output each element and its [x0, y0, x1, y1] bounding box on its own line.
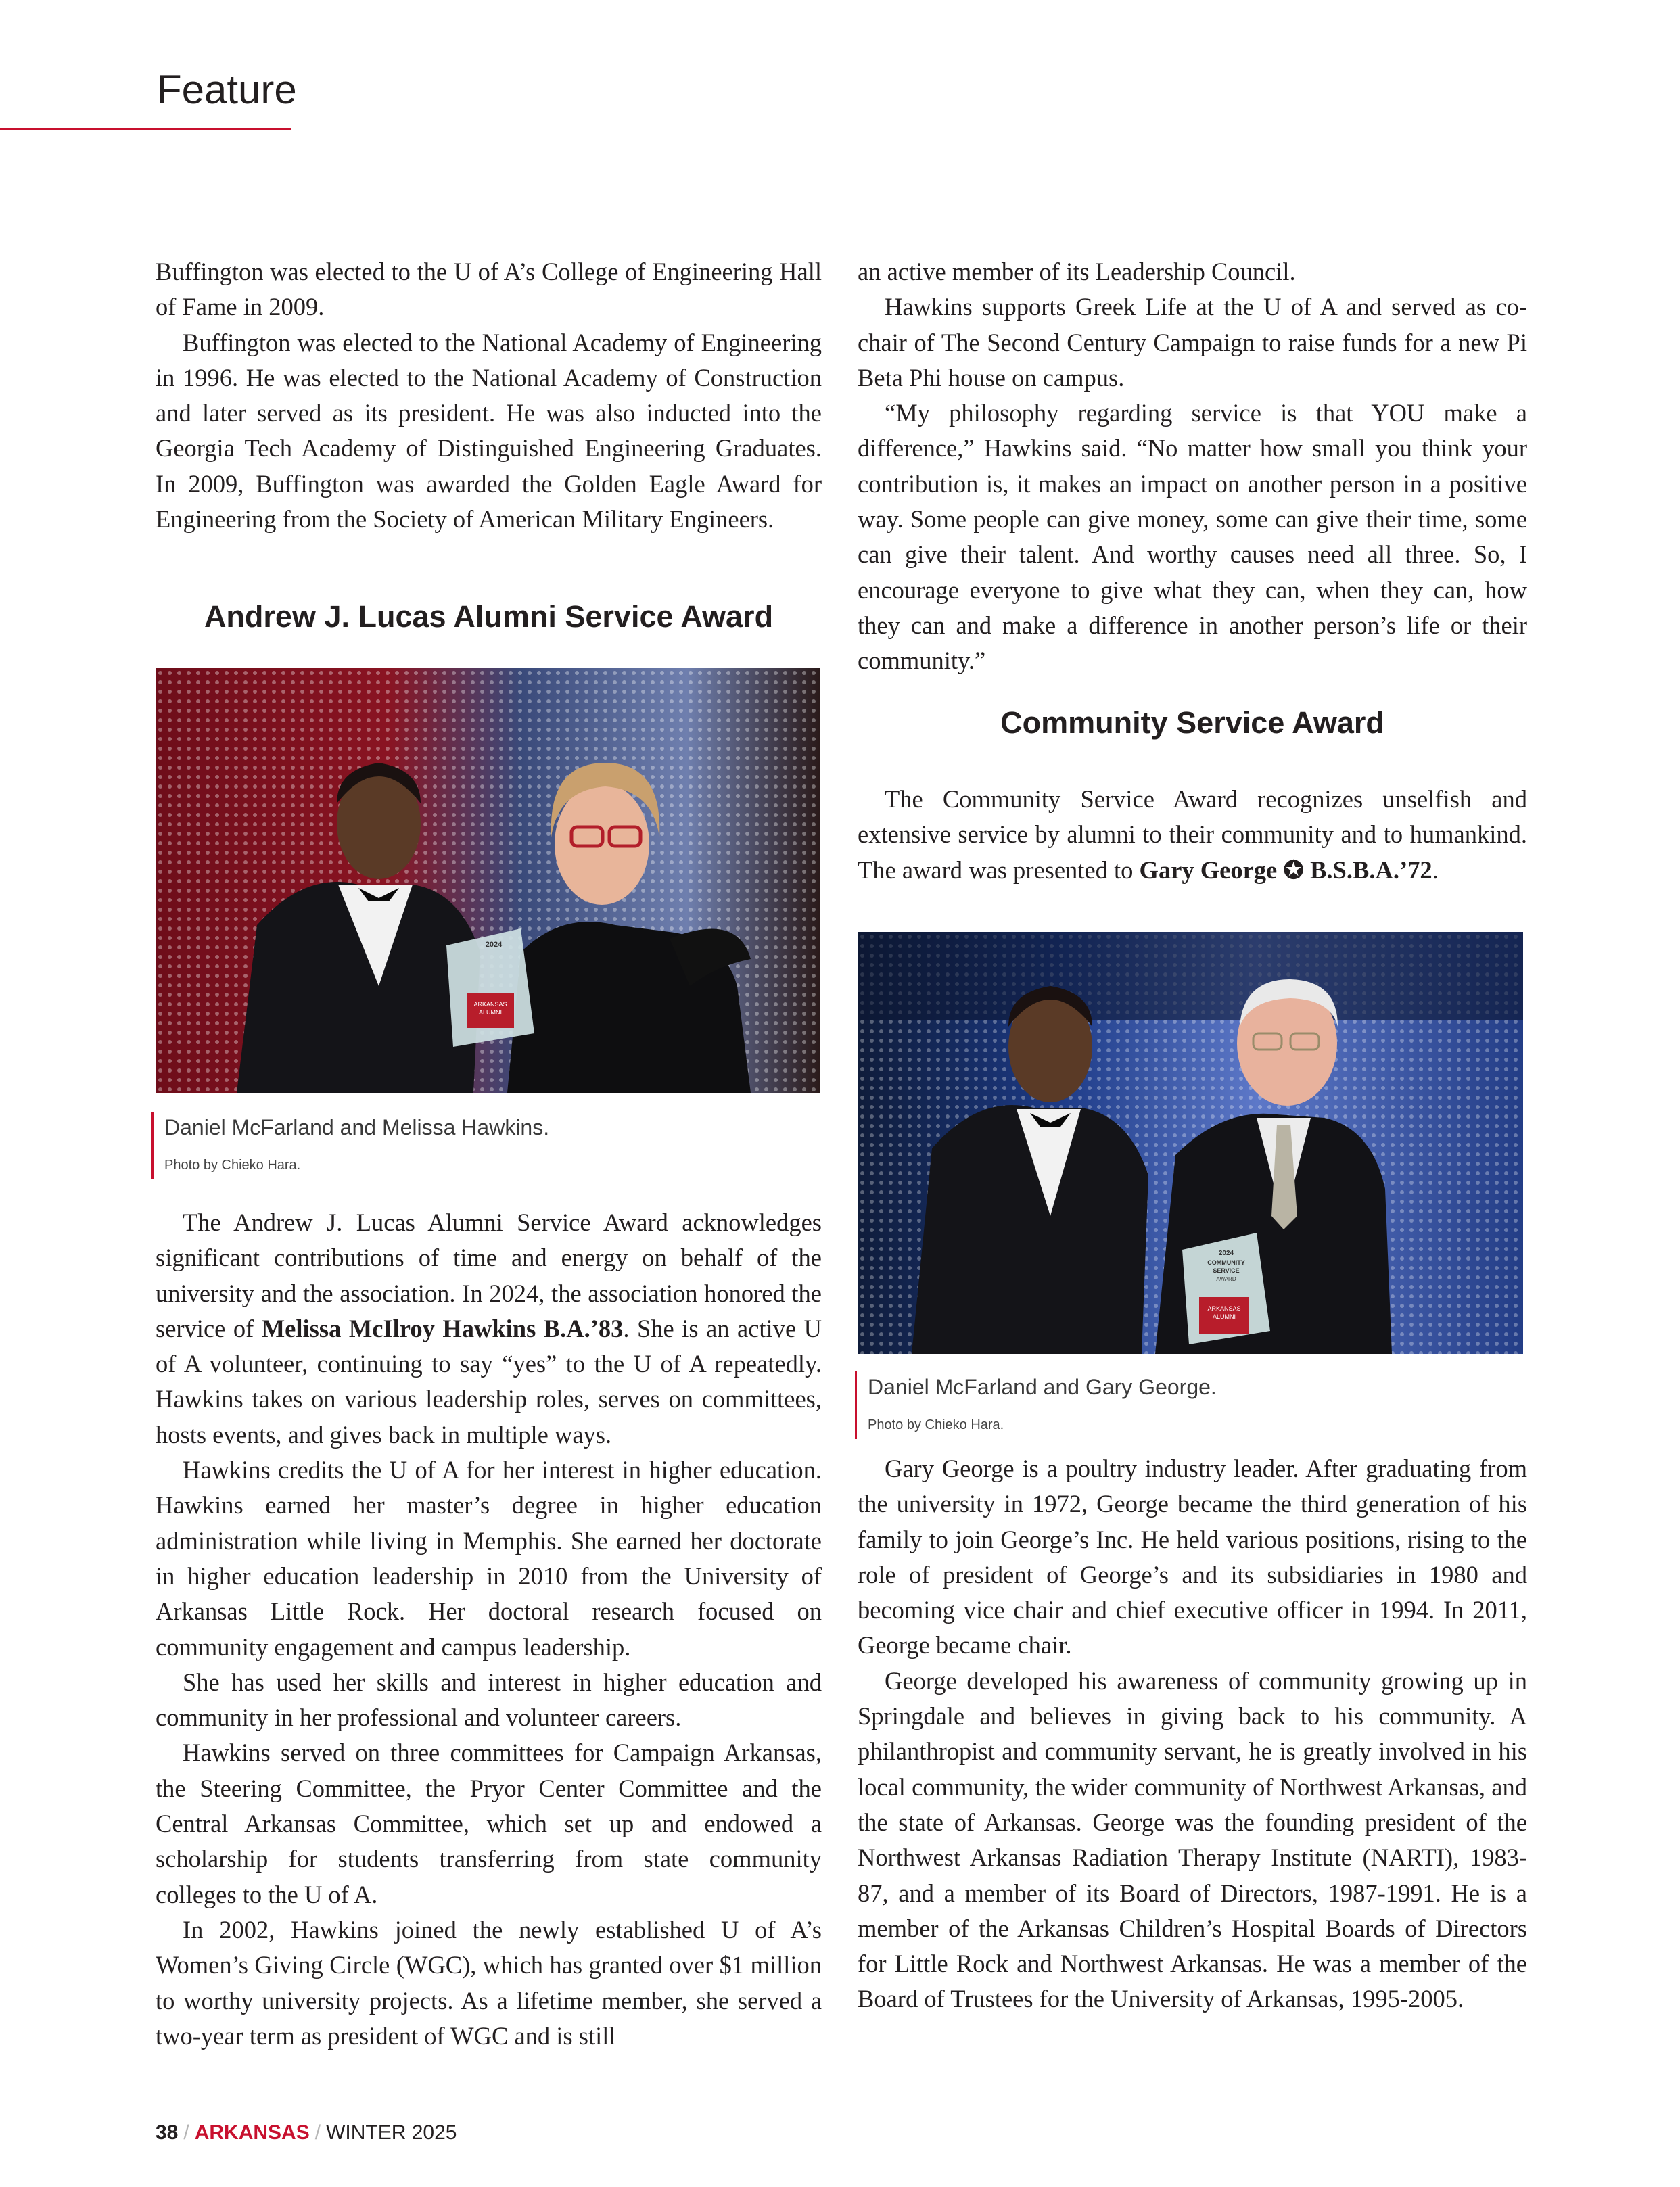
caption-text: Daniel McFarland and Gary George. — [868, 1375, 1217, 1399]
magazine-name: ARKANSAS — [194, 2121, 310, 2144]
section-label: Feature — [157, 67, 297, 112]
page-footer: 38 / ARKANSAS / WINTER 2025 — [156, 2121, 457, 2144]
issue-label: WINTER 2025 — [326, 2121, 457, 2144]
caption-text: Daniel McFarland and Melissa Hawkins. — [164, 1115, 550, 1139]
community-body — [858, 1451, 1527, 2017]
plaque-org: ALUMNI — [478, 1009, 503, 1016]
lucas-photo-caption — [151, 1112, 549, 1179]
paragraph: Buffington was elected to the National Academy of Engineering in 1996. He was elected to the National Academy of Construction and later served as its president. He was also inducted into the Georgia Tech Academy of Distinguished Engineering Graduates. In 2009, Buffington was awarded the Golden Eagle Award for Engineering from the Society of American Military Engineers. — [156, 328, 822, 534]
plaque-org: ARKANSAS — [1207, 1305, 1241, 1312]
plaque-title: SERVICE — [1213, 1267, 1240, 1274]
plaque-title: AWARD — [1216, 1276, 1236, 1282]
honoree-name: Melissa McIlroy Hawkins B.A.’83 — [261, 1314, 624, 1342]
paragraph: In 2002, Hawkins joined the newly established U of A’s Women’s Giving Circle (WGC), which has granted over $1 million to worthy university projects. As a lifetime member, she served a two-year term as president of WGC and is still — [156, 1915, 822, 2050]
community-intro — [858, 782, 1527, 888]
paragraph: an active member of its Leadership Council. — [858, 258, 1296, 285]
lucas-body — [156, 1205, 822, 2054]
paragraph: Hawkins supports Greek Life at the U of A and served as co-chair of The Second Century Campaign to raise funds for a new Pi Beta Phi house on campus. — [858, 293, 1527, 392]
plaque-org: ALUMNI — [1212, 1313, 1236, 1320]
honoree-name: Gary George ✪ B.S.B.A.’72 — [1139, 855, 1432, 884]
plaque-title: COMMUNITY — [1207, 1259, 1245, 1266]
community-award-photo — [858, 932, 1523, 1354]
plaque-year: 2024 — [1218, 1250, 1234, 1257]
lucas-award-photo — [156, 668, 820, 1093]
header-rule — [0, 128, 291, 130]
community-photo-caption — [855, 1371, 1217, 1439]
paragraph: Hawkins credits the U of A for her interest in higher education. Hawkins earned her master’s degree in higher education administration while living in Memphis. She earned her doctorate in higher education leadership in 2010 from the University of Arkansas Little Rock. Her doctoral research focused on community engagement and campus leadership. — [156, 1456, 822, 1661]
community-award-heading: Community Service Award — [1000, 705, 1384, 740]
photo-credit: Photo by Chieko Hara. — [164, 1158, 301, 1173]
right-column-top — [858, 254, 1527, 679]
photo-credit: Photo by Chieko Hara. — [868, 1417, 1004, 1432]
paragraph: George developed his awareness of community growing up in Springdale and believes in giving back to his community. A philanthropist and community servant, he is greatly involved in his local community, the wider community of Northwest Arkansas, and the state of Arkansas. George was the founding president of the Northwest Arkansas Radiation Therapy Institute (NARTI), 1983-87, and a member of its Board of Directors, 1987-1991. He is a member of the Arkansas Children’s Hospital Boards of Directors for Little Rock and Northwest Arkansas. He was a member of the Board of Trustees for the University of Arkansas, 1995-2005. — [858, 1666, 1527, 2013]
paragraph: The Community Service Award recognizes unselfish and extensive service by alumni to their community and to humankind. The award was presented to Gary George ✪ B.S.B.A.’72. — [858, 785, 1527, 884]
plaque-org: ARKANSAS — [473, 1001, 507, 1008]
paragraph: She has used her skills and interest in higher education and community in her professional and volunteer careers. — [156, 1668, 822, 1732]
left-column-top — [156, 254, 822, 537]
paragraph: Gary George is a poultry industry leader. After graduating from the university in 1972, George became the third generation of his family to join George’s Inc. He held various positions, rising to the role of president of George’s and its subsidiaries in 1980 and becoming vice chair and chief executive officer in 1994. In 2011, George became chair. — [858, 1455, 1527, 1660]
plaque-year: 2024 — [485, 941, 503, 949]
paragraph: “My philosophy regarding service is that YOU make a difference,” Hawkins said. “No matter how small you think your contribution is, it makes an impact on another person in a positive way. Some people can give money, some can give their time, some can give their talent. And worthy causes need all three. So, I encourage everyone to give what they can, when they can, how they can and make a difference in another person’s life or their community.” — [858, 399, 1527, 675]
paragraph: Hawkins served on three committees for Campaign Arkansas, the Steering Committee, the Pryor Center Committee and the Central Arkansas Committee, which set up and endowed a scholarship for students transferring from state community colleges to the U of A. — [156, 1739, 822, 1908]
paragraph: Buffington was elected to the U of A’s College of Engineering Hall of Fame in 2009. — [156, 258, 822, 321]
paragraph: The Andrew J. Lucas Alumni Service Award acknowledges significant contributions of time and energy on behalf of the university and the association. In 2024, the association honored the service of Melissa McIlroy Hawkins B.A.’83. She is an active U of A volunteer, continuing to say “yes” to the U of A repeatedly. Hawkins takes on various leadership roles, serves on committees, hosts events, and gives back in multiple ways. — [156, 1208, 822, 1449]
lucas-award-heading: Andrew J. Lucas Alumni Service Award — [204, 599, 774, 634]
page-number: 38 — [156, 2121, 179, 2144]
